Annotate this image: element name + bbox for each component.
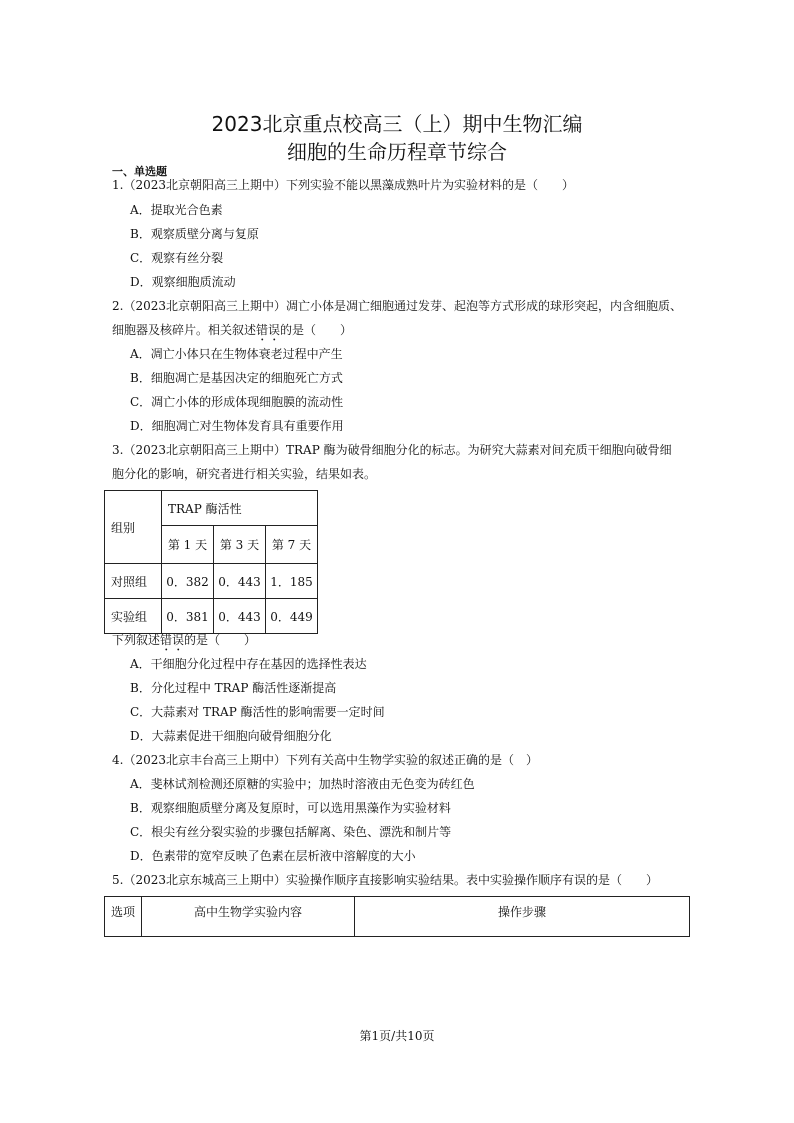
table-row [105, 599, 318, 634]
question-2-option-d: D．细胞凋亡对生物体发育具有重要作用 [130, 419, 344, 433]
page-subtitle: 细胞的生命历程章节综合 [287, 140, 507, 164]
table-row-label: 实验组 [105, 599, 162, 634]
question-3-option-a: A．干细胞分化过程中存在基因的选择性表达 [130, 657, 367, 671]
question-3-stem-line1: 3.（2023北京朝阳高三上期中）TRAP 酶为破骨细胞分化的标志。为研究大蒜素对间充质干细胞向破骨细 [112, 443, 672, 457]
question-5-stem: 5.（2023北京东城高三上期中）实验操作顺序直接影响实验结果。表中实验操作顺序有误的是（ ） [112, 873, 658, 887]
table-row-label: 对照组 [105, 564, 162, 599]
table-header-content: 高中生物学实验内容 [142, 897, 355, 937]
page-footer: 第1页/共10页 [359, 1029, 435, 1043]
question-2-stem-line2 [112, 322, 352, 344]
question-3-prompt-post: 的是（ ） [184, 633, 257, 647]
emphasis-wrong: 错误 [160, 633, 185, 647]
question-2-stem-line1: 2.（2023北京朝阳高三上期中）凋亡小体是凋亡细胞通过发芽、起泡等方式形成的球形突起，内含细胞质、 [112, 299, 682, 313]
experiment-steps-table [104, 896, 690, 937]
question-1-option-a: A．提取光合色素 [130, 203, 223, 217]
table-row [105, 564, 318, 599]
trap-activity-table [104, 490, 318, 634]
question-4-option-b: B．观察细胞质壁分离及复原时，可以选用黑藻作为实验材料 [130, 801, 451, 815]
question-1-option-b: B．观察质壁分离与复原 [130, 227, 259, 241]
question-3-option-d: D．大蒜素促进干细胞向破骨细胞分化 [130, 729, 332, 743]
question-2-option-b: B．细胞凋亡是基因决定的细胞死亡方式 [130, 371, 343, 385]
question-4-option-d: D．色素带的宽窄反映了色素在层析液中溶解度的大小 [130, 849, 416, 863]
question-3-prompt [112, 632, 256, 654]
question-2-stem-pre: 细胞器及核碎片。相关叙述 [112, 323, 257, 337]
question-2-stem-post: 的是（ ） [280, 323, 353, 337]
table-cell: 0．449 [266, 599, 318, 634]
table-header-group: 组别 [105, 491, 162, 564]
question-2-option-a: A．凋亡小体只在生物体衰老过程中产生 [130, 347, 343, 361]
question-4-option-a: A．斐林试剂检测还原糖的实验中；加热时溶液由无色变为砖红色 [130, 777, 475, 791]
question-1-option-d: D．观察细胞质流动 [130, 275, 236, 289]
question-3-prompt-pre: 下列叙述 [112, 633, 161, 647]
page-title: 2023北京重点校高三（上）期中生物汇编 [211, 112, 583, 136]
table-cell: 0．382 [162, 564, 214, 599]
table-cell: 0．443 [214, 564, 266, 599]
table-header-option: 选项 [105, 897, 142, 937]
question-3-stem-line2: 胞分化的影响，研究者进行相关实验，结果如表。 [112, 467, 377, 481]
table-header-activity: TRAP 酶活性 [162, 491, 318, 526]
emphasis-wrong: 错误 [256, 323, 281, 337]
table-header-day1: 第 1 天 [162, 526, 214, 564]
question-4-option-c: C．根尖有丝分裂实验的步骤包括解离、染色、漂洗和制片等 [130, 825, 452, 839]
question-4-stem: 4.（2023北京丰台高三上期中）下列有关高中生物学实验的叙述正确的是（ ） [112, 753, 538, 767]
table-header-steps: 操作步骤 [355, 897, 690, 937]
table-header-day7: 第 7 天 [266, 526, 318, 564]
question-1-option-c: C．观察有丝分裂 [130, 251, 224, 265]
question-2-option-c: C．凋亡小体的形成体现细胞膜的流动性 [130, 395, 344, 409]
table-cell: 1．185 [266, 564, 318, 599]
question-3-option-b: B．分化过程中 TRAP 酶活性逐渐提高 [130, 681, 337, 695]
section-heading: 一、单选题 [112, 165, 167, 178]
question-3-option-c: C．大蒜素对 TRAP 酶活性的影响需要一定时间 [130, 705, 385, 719]
table-cell: 0．443 [214, 599, 266, 634]
question-1-stem: 1.（2023北京朝阳高三上期中）下列实验不能以黑藻成熟叶片为实验材料的是（ ） [112, 178, 574, 192]
table-cell: 0．381 [162, 599, 214, 634]
table-header-day3: 第 3 天 [214, 526, 266, 564]
